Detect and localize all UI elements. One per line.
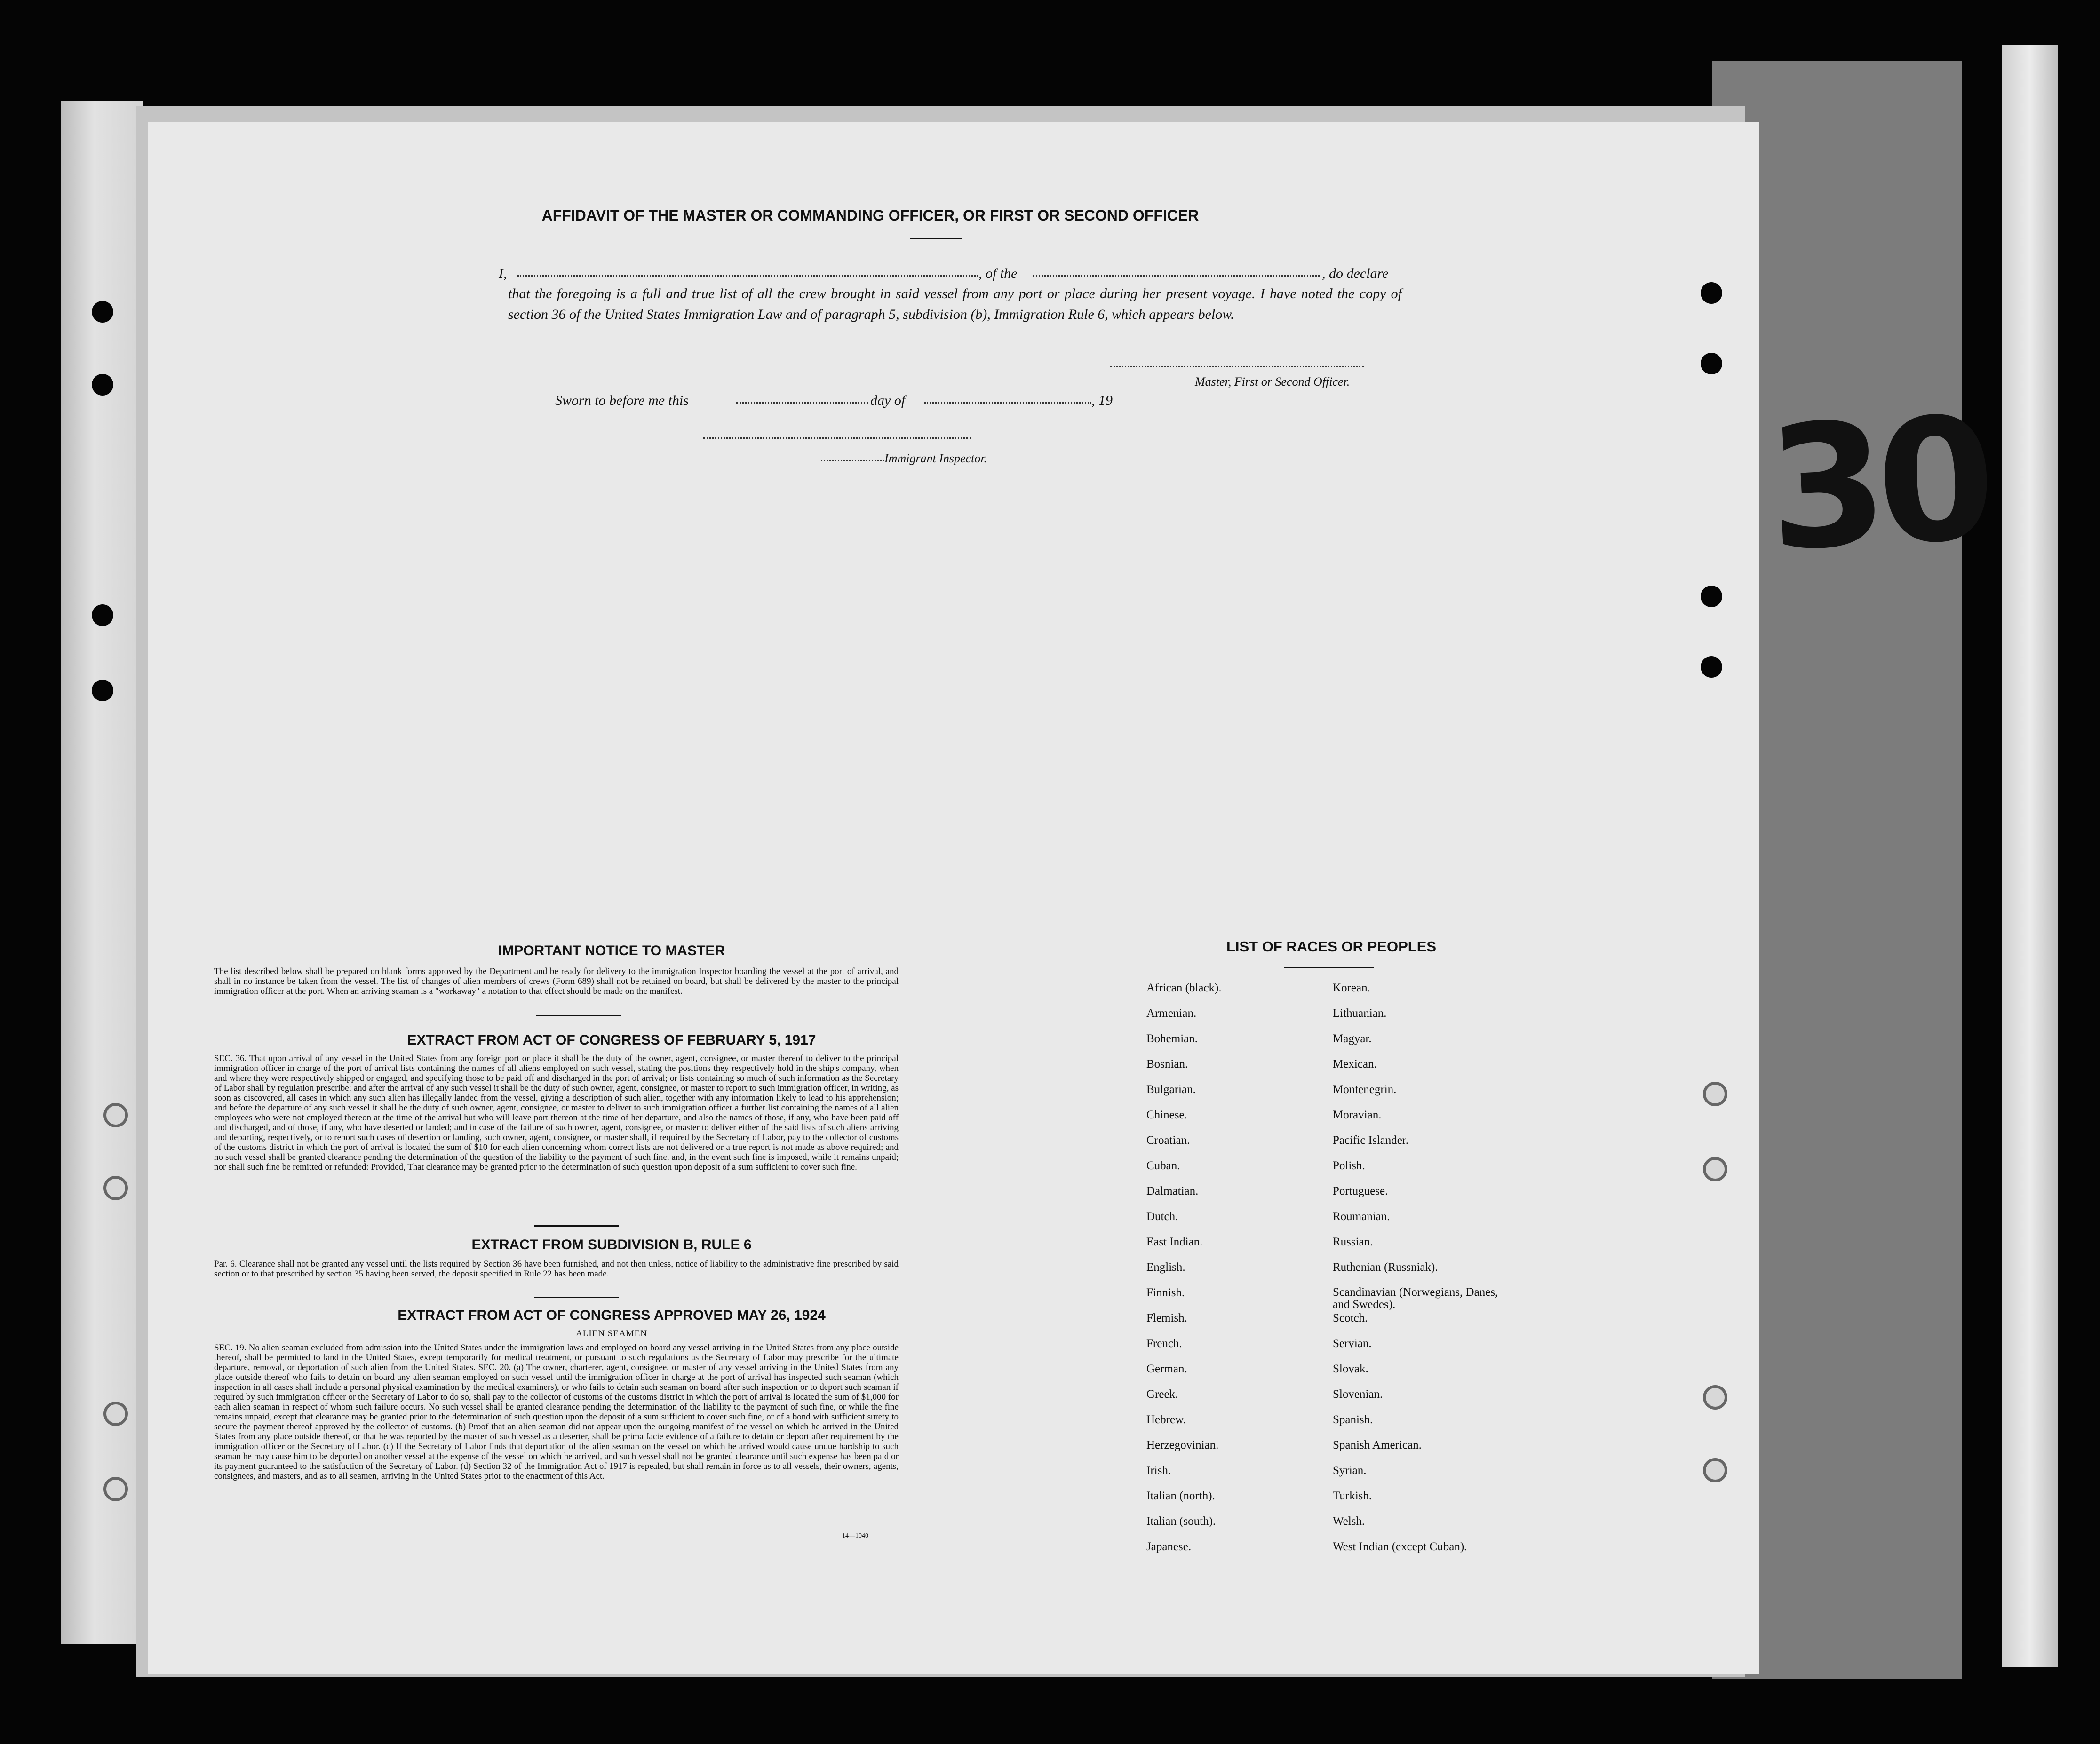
sworn-label: Sworn to before me this <box>555 393 689 408</box>
left-binder-strip <box>61 101 143 1644</box>
inspector-dots <box>821 460 884 461</box>
race-item: Syrian. <box>1333 1464 1367 1477</box>
binder-ring <box>103 1103 128 1127</box>
race-item: East Indian. <box>1146 1236 1203 1248</box>
race-item: Turkish. <box>1333 1490 1372 1502</box>
binder-hole <box>1701 656 1722 678</box>
section-rule <box>536 1015 621 1016</box>
binder-hole <box>92 301 113 323</box>
binder-ring <box>1703 1385 1727 1410</box>
race-item: Scandinavian (Norwegians, Danes, and Swedes). <box>1333 1286 1498 1311</box>
notice-title: IMPORTANT NOTICE TO MASTER <box>498 943 725 959</box>
race-item: Moravian. <box>1333 1109 1382 1121</box>
race-item: Mexican. <box>1333 1058 1377 1070</box>
race-item: Italian (south). <box>1146 1515 1216 1528</box>
binder-ring <box>1703 1082 1727 1106</box>
race-item: Roumanian. <box>1333 1210 1390 1223</box>
affidavit-title: AFFIDAVIT OF THE MASTER OR COMMANDING OFFICER, OR FIRST OR SECOND OFFICER <box>541 207 1199 224</box>
race-item: Spanish American. <box>1333 1439 1422 1451</box>
form-number: 14—1040 <box>842 1532 868 1539</box>
race-item: Slovak. <box>1333 1363 1368 1375</box>
extract-1917-body: SEC. 36. That upon arrival of any vessel in the United States from any foreign port or place it shall be the duty of the owner, agent, consignee, or master thereof to deliver to the principal immigration officer in charge of the port of arrival lists containing the names of all aliens employed on such vessel, stating the positions they respectively hold in the ship's company, when and where they were respectively shipped or engaged, and specifying those to be paid off and discharged in the port of arrival; or lists containing so much of such information as the Secretary of Labor shall by regulation prescribe; and after the arrival of any such vessel it shall be the duty of such owner, agent, consignee, or master to report to such immigration officer, in writing, as soon as discovered, all cases in which any such alien has illegally landed from the vessel, giving a description of such alien, together with any information likely to lead to his apprehension; and before the departure of any such vessel it shall be the duty of such owner, agent, consignee, or master to deliver to such immigration officer a further list containing the names of all alien employees who were not employed thereon at the time of the arrival but who will leave port thereon at the time of her departure, and also the names of those, if any, who have been paid off and discharged, and of those, if any, who have deserted or landed; and in case of the failure of such owner, agent, consignee, or master to deliver either of the said lists of such aliens arriving and departing, respectively, or to report such cases of desertion or landing, such owner, agent, consignee, or master shall, if required by the Secretary of Labor, pay to the collector of customs of the customs district in which the port of arrival is located the sum of $10 for each alien concerning whom correct lists are not delivered or a true report is not made as above required; and no such vessel shall be granted clearance pending the determination of the question of the liability to the payment of such fine, and, in the event such fine is imposed, while it remains unpaid; nor shall such fine be remitted or refunded: Provided, That clearance may be granted prior to the determination of such question upon deposit of a sum sufficient to cover such fine. <box>214 1054 899 1172</box>
day-of-label: day of <box>870 393 906 408</box>
race-item: Cuban. <box>1146 1159 1180 1172</box>
section-rule <box>534 1225 619 1227</box>
race-item: Pacific Islander. <box>1333 1134 1409 1147</box>
binder-hole <box>1701 282 1722 304</box>
races-rule <box>1284 967 1374 968</box>
extract-1917-title: EXTRACT FROM ACT OF CONGRESS OF FEBRUARY 5, 1917 <box>407 1032 816 1048</box>
race-item: Slovenian. <box>1333 1388 1383 1401</box>
vessel-line <box>1033 275 1320 277</box>
binder-hole <box>92 680 113 701</box>
binder-ring <box>103 1477 128 1501</box>
binder-ring <box>1703 1157 1727 1181</box>
race-item: Ruthenian (Russniak). <box>1333 1261 1438 1274</box>
race-item: Welsh. <box>1333 1515 1365 1528</box>
binder-ring <box>103 1402 128 1426</box>
master-signature-label: Master, First or Second Officer. <box>1195 375 1350 388</box>
race-item: Spanish. <box>1333 1413 1373 1426</box>
race-item: Bohemian. <box>1146 1032 1198 1045</box>
sworn-day-line <box>736 402 868 404</box>
race-item: Herzegovinian. <box>1146 1439 1219 1451</box>
race-item: Armenian. <box>1146 1007 1197 1020</box>
race-item: Bulgarian. <box>1146 1083 1196 1096</box>
name-line <box>517 275 978 277</box>
extract-1924-title: EXTRACT FROM ACT OF CONGRESS APPROVED MAY 26, 1924 <box>398 1308 826 1323</box>
race-item: Russian. <box>1333 1236 1373 1248</box>
race-item: African (black). <box>1146 982 1222 994</box>
race-item: Portuguese. <box>1333 1185 1388 1197</box>
race-item: Italian (north). <box>1146 1490 1215 1502</box>
race-item: Finnish. <box>1146 1286 1185 1299</box>
race-item: Bosnian. <box>1146 1058 1188 1070</box>
race-item: Korean. <box>1333 982 1370 994</box>
binder-ring <box>1703 1458 1727 1482</box>
year-label: , 19 <box>1091 393 1113 408</box>
race-item: Dalmatian. <box>1146 1185 1199 1197</box>
race-item: West Indian (except Cuban). <box>1333 1540 1467 1553</box>
race-item: Scotch. <box>1333 1312 1368 1324</box>
race-item: Croatian. <box>1146 1134 1190 1147</box>
section-rule <box>534 1297 619 1298</box>
binder-hole <box>1701 353 1722 374</box>
notice-body: The list described below shall be prepared on blank forms approved by the Department and be ready for delivery to the immigration Inspector boarding the vessel at the port of arrival, and shall in no instance be taken from the vessel. The list of changes of alien members of crews (Form 689) shall not be retained on board, but shall be delivered by the master to the principal immigration officer at the port. When an arriving seaman is a "workaway" a notation to that effect should be made on the manifest. <box>214 967 899 996</box>
race-item: Montenegrin. <box>1333 1083 1397 1096</box>
i-label: I, <box>499 266 507 281</box>
race-item: Hebrew. <box>1146 1413 1186 1426</box>
extract-1924-body: SEC. 19. No alien seaman excluded from admission into the United States under the immigration laws and employed on board any vessel arriving in the United States from any place outside thereof, shall be permitted to land in the United States, except temporarily for medical treatment, or pursuant to such regulations as the Secretary of Labor may prescribe for the ultimate departure, removal, or deportation of such alien from the United States. SEC. 20. (a) The owner, charterer, agent, consignee, or master of any vessel arriving in the United States from any place outside thereof who fails to detain on board any alien seaman employed on such vessel until the immigration officer in charge at the port of arrival has inspected such seaman (which inspection in all cases shall include a personal physical examination by the medical examiners), or who fails to detain such seaman on board after such inspection or to deport such seaman if required by such immigration officer or the Secretary of Labor to do so, shall pay to the collector of customs of the customs district in which the port of arrival is located the sum of $1,000 for each alien seaman in respect of whom such failure occurs. No such vessel shall be granted clearance pending the determination of the liability to the payment of such fine, or while the fine remains unpaid, except that clearance may be granted prior to the determination of such question upon the deposit of a sum sufficient to cover such fine, or of a bond with sufficient surety to secure the payment thereof approved by the collector of customs. (b) Proof that an alien seaman did not appear upon the outgoing manifest of the vessel on which he arrived in the United States from any place outside thereof, or that he was reported by the master of such vessel as a deserter, shall be prima facie evidence of a failure to detain or deport after requirement by the immigration officer or the Secretary of Labor. (c) If the Secretary of Labor finds that deportation of the alien seaman on the vessel on which he arrived would cause undue hardship to such seaman he may cause him to be deported on another vessel at the expense of the vessel on which he arrived, and such vessel shall not be granted clearance until such expense has been paid or its payment guaranteed to the satisfaction of the Secretary of Labor. (d) Section 32 of the Immigration Act of 1917 is repealed, but shall remain in force as to all vessels, their owners, agents, consignees, and masters, and as to all seamen, arriving in the United States prior to the enactment of this Act. <box>214 1343 899 1481</box>
race-item: Lithuanian. <box>1333 1007 1387 1020</box>
declare-label: , do declare <box>1322 266 1389 281</box>
race-item: Japanese. <box>1146 1540 1192 1553</box>
race-item: Flemish. <box>1146 1312 1187 1324</box>
race-item: Servian. <box>1333 1337 1372 1350</box>
race-item: Dutch. <box>1146 1210 1178 1223</box>
race-item: Greek. <box>1146 1388 1178 1401</box>
extract-rule6-body: Par. 6. Clearance shall not be granted any vessel until the lists required by Section 36 have been furnished, and not then unless, notice of liability to the administrative fine prescribed by said section or to that prescribed by section 35 having been served, the deposit specified in Rule 22 has been made. <box>214 1259 899 1279</box>
handwritten-number: 30 <box>1764 380 1991 588</box>
month-line <box>924 402 1091 404</box>
race-item: Irish. <box>1146 1464 1171 1477</box>
inspector-label: Immigrant Inspector. <box>884 452 987 465</box>
of-the-label: , of the <box>978 266 1018 281</box>
title-rule <box>910 238 962 239</box>
race-item: Magyar. <box>1333 1032 1372 1045</box>
binder-ring <box>103 1176 128 1200</box>
alien-seamen-subtitle: ALIEN SEAMEN <box>576 1329 647 1339</box>
right-binder-strip <box>2002 45 2058 1667</box>
race-item: French. <box>1146 1337 1182 1350</box>
race-item: Polish. <box>1333 1159 1365 1172</box>
master-signature-line <box>1110 366 1364 367</box>
affidavit-body: that the foregoing is a full and true list of all the crew brought in said vessel from any port or place during her present voyage. I have noted the copy of section 36 of the United States Immigration Law and of paragraph 5, subdivision (b), Immigration Rule 6, which appears below. <box>508 286 1402 322</box>
race-item: German. <box>1146 1363 1187 1375</box>
race-item: Chinese. <box>1146 1109 1187 1121</box>
inspector-signature-line <box>703 437 971 439</box>
race-item: English. <box>1146 1261 1185 1274</box>
races-title: LIST OF RACES OR PEOPLES <box>1226 938 1437 955</box>
extract-rule6-title: EXTRACT FROM SUBDIVISION B, RULE 6 <box>471 1237 752 1253</box>
binder-hole <box>92 604 113 626</box>
binder-hole <box>1701 586 1722 607</box>
binder-hole <box>92 374 113 396</box>
